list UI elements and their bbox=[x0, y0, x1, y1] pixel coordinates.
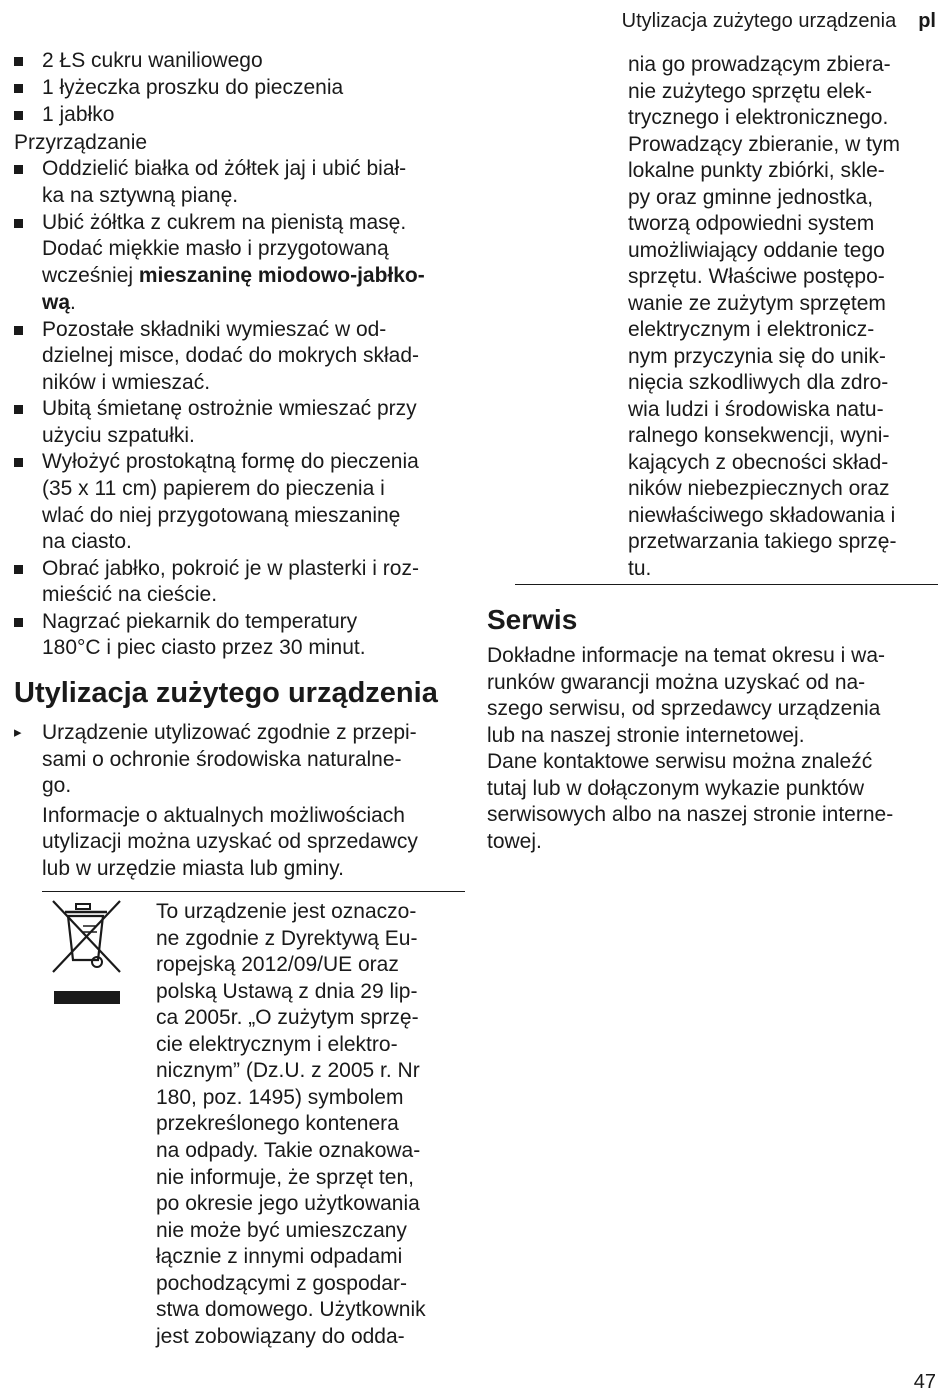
directive-line: stwa domowego. Użytkownik bbox=[156, 1298, 426, 1322]
running-header bbox=[622, 8, 936, 34]
service-line: runków gwarancji można uzyskać od na- bbox=[487, 670, 866, 694]
directive-line: elektrycznym i elektronicz- bbox=[628, 318, 875, 341]
instruction-item: ▸ Urządzenie utylizować zgodnie z przepi- bbox=[14, 720, 417, 747]
directive-line: przetwarzania takiego sprzę- bbox=[628, 530, 897, 553]
step-line: Dodać miękkie masło i przygotowaną bbox=[42, 237, 389, 260]
directive-line: sprzętu. Właściwe postępo- bbox=[628, 265, 885, 288]
ingredient-item: 1 jabłko bbox=[14, 102, 469, 129]
service-heading: Serwis bbox=[487, 604, 578, 635]
service-line: tutaj lub w dołączonym wykazie punktów bbox=[487, 776, 865, 800]
directive-line: To urządzenie jest oznaczo- bbox=[156, 900, 417, 923]
step-line: ników i wmieszać. bbox=[42, 371, 211, 394]
directive-line: Prowadzący zbieranie, w tym bbox=[628, 132, 900, 156]
step-item: Oddzielić białka od żółtek jaj i ubić biał- bbox=[14, 156, 469, 183]
directive-line: umożliwiający oddanie tego bbox=[628, 238, 885, 262]
instruction-line: go. bbox=[42, 774, 72, 797]
crossed-out-wheelie-bin-icon bbox=[50, 898, 126, 1008]
step-line: wą. bbox=[42, 291, 76, 314]
step-item: Obrać jabłko, pokroić je w plasterki i roz- bbox=[14, 556, 469, 583]
directive-line: lokalne punkty zbiórki, skle- bbox=[628, 159, 885, 182]
directive-line: py oraz gminne jednostka, bbox=[628, 185, 874, 209]
directive-line: ników niebezpiecznych oraz bbox=[628, 477, 890, 500]
directive-line: ralnego konsekwencji, wyni- bbox=[628, 424, 890, 447]
directive-line: po okresie jego użytkowania bbox=[156, 1192, 420, 1216]
step-line: wlać do niej przygotowaną mieszaninę bbox=[42, 504, 401, 527]
directive-line: nie zużytego sprzętu elek- bbox=[628, 79, 872, 103]
step-item: Wyłożyć prostokątną formę do pieczenia bbox=[14, 449, 469, 476]
step-line: mieścić na cieście. bbox=[42, 583, 218, 606]
directive-line: ne zgodnie z Dyrektywą Eu- bbox=[156, 926, 418, 950]
header-section-title: Utylizacja zużytego urządzenia bbox=[621, 10, 897, 32]
service-line: Dane kontaktowe serwisu można znaleźć bbox=[487, 750, 873, 773]
divider bbox=[515, 584, 938, 585]
ingredient-item: 1 łyżeczka proszku do pieczenia bbox=[14, 75, 469, 102]
language-code: pl bbox=[918, 10, 936, 32]
disposal-heading: Utylizacja zużytego urządzenia bbox=[14, 677, 438, 709]
directive-line: pochodzącymi z gospodar- bbox=[156, 1271, 407, 1295]
directive-line: na odpady. Takie oznakowa- bbox=[156, 1138, 421, 1162]
recipe-link-text: mieszaninę miodowo-jabłko- bbox=[138, 264, 425, 287]
directive-line: nie może być umieszczany bbox=[156, 1218, 407, 1242]
info-line: lub w urzędzie miasta lub gminy. bbox=[42, 857, 344, 880]
step-item: Ubitą śmietanę ostrożnie wmieszać przy bbox=[14, 396, 469, 423]
directive-line: przekreślonego kontenera bbox=[156, 1112, 399, 1136]
step-item: Ubić żółtka z cukrem na pienistą masę. bbox=[14, 210, 469, 237]
directive-line: niewłaściwego składowania i bbox=[628, 503, 896, 527]
step-line: 180°C i piec ciasto przez 30 minut. bbox=[42, 636, 366, 659]
directive-line: 180, poz. 1495) symbolem bbox=[156, 1085, 404, 1109]
directive-line: polską Ustawą z dnia 29 lip- bbox=[156, 979, 418, 1003]
directive-line: nie informuje, że sprzęt ten, bbox=[156, 1165, 414, 1189]
step-item: Pozostałe składniki wymieszać w od- bbox=[14, 317, 469, 344]
ingredient-item: 2 ŁS cukru waniliowego bbox=[14, 48, 469, 75]
instruction-line: sami o ochronie środowiska naturalne- bbox=[42, 748, 402, 771]
service-line: towej. bbox=[487, 829, 542, 853]
directive-line: tu. bbox=[628, 556, 652, 580]
directive-line: kających z obecności skład- bbox=[628, 450, 889, 474]
directive-line: nicznym” (Dz.U. z 2005 r. Nr bbox=[156, 1059, 420, 1083]
preparation-label: Przyrządzanie bbox=[14, 131, 148, 154]
directive-line: wanie ze zużytym sprzętem bbox=[628, 291, 886, 315]
directive-line: łącznie z innymi odpadami bbox=[156, 1245, 403, 1269]
directive-line: wia ludzi i środowiska natu- bbox=[628, 397, 884, 421]
step-line: na ciasto. bbox=[42, 530, 132, 553]
info-line: utylizacji można uzyskać od sprzedawcy bbox=[42, 830, 418, 853]
step-line: ka na sztywną pianę. bbox=[42, 184, 239, 207]
recipe-link-text: wą bbox=[42, 291, 71, 314]
divider bbox=[42, 891, 465, 892]
info-line: Informacje o aktualnych możliwościach bbox=[42, 804, 405, 827]
directive-line: nym przyczynia się do unik- bbox=[628, 344, 886, 368]
step-line: (35 x 11 cm) papierem do pieczenia i bbox=[42, 477, 385, 500]
directive-line: ca 2005r. „O zużytym sprzę- bbox=[156, 1006, 419, 1030]
directive-line: nia go prowadzącym zbiera- bbox=[628, 53, 891, 76]
directive-line: jest zobowiązany do odda- bbox=[156, 1324, 405, 1348]
page-number: 47 bbox=[913, 1371, 936, 1393]
service-line: Dokładne informacje na temat okresu i wa- bbox=[487, 644, 886, 667]
step-item: Nagrzać piekarnik do temperatury bbox=[14, 609, 469, 636]
service-line: lub na naszej stronie internetowej. bbox=[487, 723, 805, 747]
step-line: dzielnej misce, dodać do mokrych skład- bbox=[42, 344, 419, 367]
step-line: wcześniej mieszaninę miodowo-jabłko- bbox=[42, 264, 425, 287]
directive-line: trycznego i elektronicznego. bbox=[628, 106, 889, 129]
step-line: użyciu szpatułki. bbox=[42, 424, 195, 447]
directive-line: tworzą odpowiedni system bbox=[628, 212, 875, 235]
directive-line: nięcia szkodliwych dla zdro- bbox=[628, 371, 889, 394]
directive-line: cie elektrycznym i elektro- bbox=[156, 1032, 398, 1056]
service-line: serwisowych albo na naszej stronie interne- bbox=[487, 803, 894, 827]
directive-line: ropejską 2012/09/UE oraz bbox=[156, 953, 399, 977]
service-line: szego serwisu, od sprzedawcy urządzenia bbox=[487, 697, 881, 721]
